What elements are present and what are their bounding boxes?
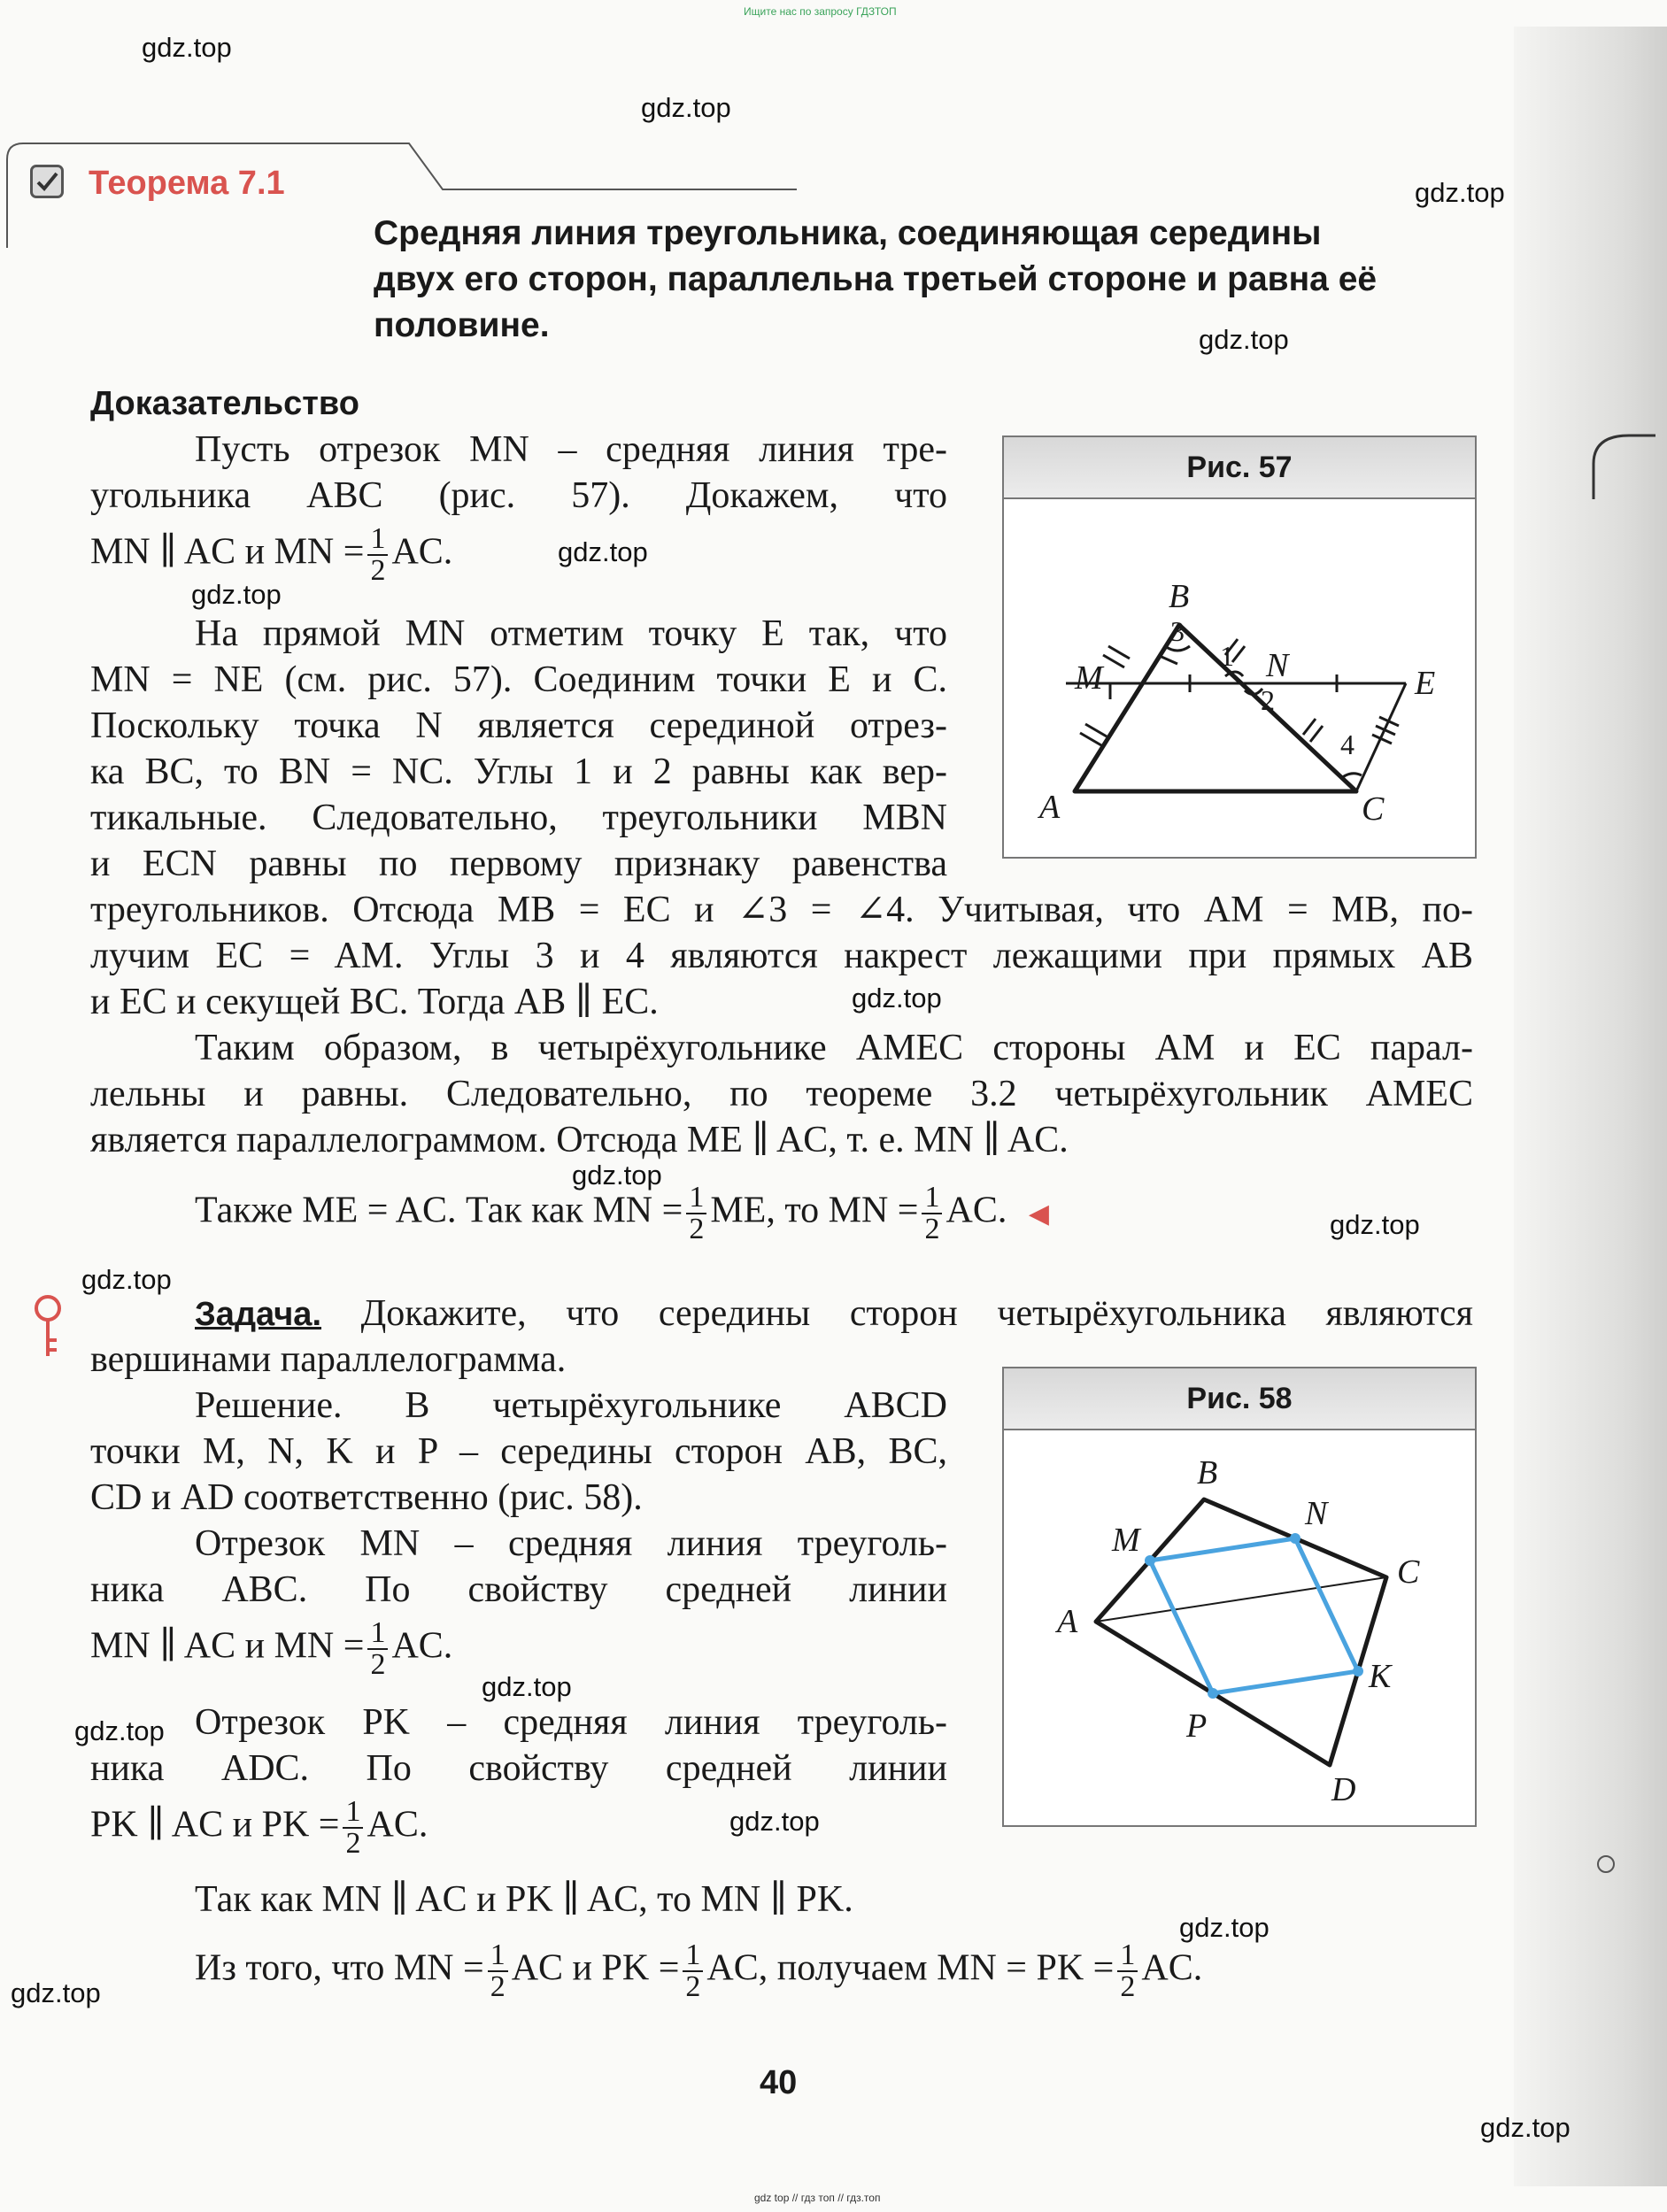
label-e: E bbox=[1415, 665, 1436, 702]
watermark: gdz.top bbox=[641, 92, 731, 123]
fraction bbox=[343, 1797, 363, 1859]
proof-equation bbox=[90, 524, 452, 586]
solution-text: AC. bbox=[391, 1625, 453, 1667]
watermark: gdz.top bbox=[81, 1264, 172, 1295]
proof-text-line: Таким образом, в четырёхугольнике AMEC стороны AM и EC парал- bbox=[195, 1028, 1473, 1068]
tick-am bbox=[1080, 733, 1101, 745]
fraction bbox=[1117, 1940, 1138, 2002]
theorem-line: двух его сторон, параллельна третьей стороне и равна её bbox=[374, 260, 1378, 298]
proof-text-line: и EC и секущей BC. Тогда AB ∥ EC. bbox=[90, 982, 659, 1022]
tick-am bbox=[1085, 724, 1107, 736]
watermark: gdz.top bbox=[191, 579, 282, 610]
solution-text: MN ∥ AC и MN = bbox=[90, 1625, 365, 1667]
fraction-denominator: 2 bbox=[370, 1648, 386, 1681]
label-k: K bbox=[1369, 1658, 1392, 1695]
proof-text: ME, то MN = bbox=[710, 1190, 919, 1231]
edge-circle-mark bbox=[1597, 1855, 1615, 1873]
task-text: Докажите, что середины сторон четырёхугольника являются bbox=[360, 1293, 1473, 1334]
fraction-numerator: 1 bbox=[922, 1183, 942, 1214]
tick-bm bbox=[1108, 646, 1130, 659]
theorem-line: половине. bbox=[374, 306, 550, 344]
point-k bbox=[1353, 1666, 1363, 1676]
watermark: gdz.top bbox=[1480, 2112, 1571, 2143]
theorem-title: Теорема 7.1 bbox=[89, 165, 285, 202]
watermark: gdz.top bbox=[1330, 1209, 1420, 1240]
proof-equation bbox=[195, 1183, 1049, 1245]
tick-bm-3 bbox=[1161, 657, 1177, 664]
proof-text-line: является параллелограммом. Отсюда ME ∥ AC, т. е. MN ∥ AC. bbox=[90, 1120, 1069, 1160]
solution-line: ника ADC. По свойству средней линии bbox=[90, 1748, 947, 1789]
solution-line: CD и AD соответственно (рис. 58). bbox=[90, 1477, 643, 1518]
watermark: gdz.top bbox=[729, 1806, 820, 1837]
fraction-denominator: 2 bbox=[345, 1827, 361, 1860]
fraction-denominator: 2 bbox=[1120, 1970, 1136, 2003]
label-a: A bbox=[1057, 1603, 1078, 1640]
label-angle-4: 4 bbox=[1340, 728, 1354, 760]
solution-text: PK ∥ AC и PK = bbox=[90, 1804, 340, 1846]
figure-57-drawing bbox=[1004, 499, 1475, 857]
tick-bn bbox=[1232, 646, 1245, 662]
tick-bm bbox=[1103, 655, 1124, 667]
fraction-numerator: 1 bbox=[367, 1618, 388, 1650]
figure-58-title: Рис. 58 bbox=[1004, 1368, 1475, 1430]
figure-57 bbox=[1002, 435, 1477, 859]
point-m bbox=[1145, 1555, 1155, 1566]
label-m: M bbox=[1075, 659, 1103, 697]
fraction-denominator: 2 bbox=[924, 1213, 940, 1245]
label-n: N bbox=[1266, 647, 1289, 684]
proof-text-line: Пусть отрезок MN – средняя линия тре- bbox=[195, 429, 947, 470]
proof-text-line: треугольников. Отсюда MB = EC и ∠3 = ∠4. Учитывая, что AM = MB, по- bbox=[90, 890, 1473, 930]
solution-line: ника ABC. По свойству средней линии bbox=[90, 1569, 947, 1610]
label-c: C bbox=[1397, 1553, 1420, 1591]
solution-line: Решение. В четырёхугольнике ABCD bbox=[195, 1385, 947, 1426]
task-statement-line bbox=[195, 1291, 1473, 1337]
fraction bbox=[367, 1618, 388, 1680]
end-of-proof-icon: ◀ bbox=[1028, 1198, 1049, 1229]
fraction-numerator: 1 bbox=[683, 1940, 703, 1972]
fraction-numerator: 1 bbox=[686, 1183, 706, 1214]
proof-text-line: На прямой MN отметим точку E так, что bbox=[195, 613, 947, 654]
page-edge-shadow bbox=[1514, 27, 1667, 2186]
fraction bbox=[922, 1183, 942, 1245]
watermark: gdz.top bbox=[482, 1671, 572, 1702]
label-angle-1: 1 bbox=[1220, 640, 1234, 672]
label-p: P bbox=[1186, 1707, 1208, 1745]
watermark: gdz.top bbox=[572, 1160, 662, 1191]
task-label: Задача. bbox=[195, 1296, 322, 1333]
watermark: gdz.top bbox=[1179, 1912, 1270, 1943]
task-statement-line: вершинами параллелограмма. bbox=[90, 1339, 567, 1380]
fraction bbox=[683, 1940, 703, 2002]
watermark: gdz.top bbox=[142, 32, 232, 63]
solution-text: Из того, что MN = bbox=[195, 1947, 484, 1989]
watermark: gdz.top bbox=[852, 983, 942, 1014]
figure-58-drawing bbox=[1004, 1430, 1475, 1825]
fraction bbox=[488, 1940, 508, 2002]
figure-58 bbox=[1002, 1367, 1477, 1827]
solution-line: Отрезок PK – средняя линия треуголь- bbox=[195, 1702, 947, 1743]
label-angle-2: 2 bbox=[1261, 684, 1275, 716]
solution-equation bbox=[195, 1940, 1202, 2002]
angle-4-arc bbox=[1340, 774, 1362, 779]
point-p bbox=[1208, 1688, 1218, 1699]
proof-text: MN ∥ AC и MN = bbox=[90, 531, 365, 573]
fraction-denominator: 2 bbox=[370, 554, 386, 587]
label-angle-3: 3 bbox=[1170, 615, 1185, 647]
solution-text: AC. bbox=[1141, 1947, 1203, 1989]
fraction-numerator: 1 bbox=[367, 524, 388, 556]
solution-line: Отрезок MN – средняя линия треуголь- bbox=[195, 1523, 947, 1564]
solution-line: Так как MN ∥ AC и PK ∥ AC, то MN ∥ PK. bbox=[195, 1879, 853, 1920]
proof-text-line: и ECN равны по первому признаку равенства bbox=[90, 844, 947, 884]
label-b: B bbox=[1197, 1454, 1218, 1491]
diagonal-ac bbox=[1096, 1577, 1386, 1622]
label-c: C bbox=[1362, 790, 1385, 828]
fraction-denominator: 2 bbox=[490, 1970, 506, 2003]
page-number: 40 bbox=[760, 2064, 798, 2101]
solution-equation bbox=[90, 1797, 428, 1859]
parallelogram-mnkp bbox=[1150, 1538, 1358, 1693]
proof-text-line: MN = NE (см. рис. 57). Соединим точки E и C. bbox=[90, 659, 947, 700]
proof-heading: Доказательство bbox=[90, 385, 359, 422]
watermark: gdz.top bbox=[558, 536, 648, 567]
theorem-check-icon bbox=[30, 165, 64, 198]
watermark: gdz.top bbox=[1199, 324, 1289, 355]
proof-text-line: ка BC, то BN = NC. Углы 1 и 2 равны как вер- bbox=[90, 751, 947, 792]
proof-text: Также ME = AC. Так как MN = bbox=[195, 1190, 683, 1231]
solution-equation bbox=[90, 1618, 452, 1680]
fraction-numerator: 1 bbox=[488, 1940, 508, 1972]
proof-text: AC. bbox=[391, 531, 453, 573]
header-note[interactable]: Ищите нас по запросу ГДЗТОП bbox=[744, 5, 897, 18]
proof-text-line: тикальные. Следовательно, треугольники MBN bbox=[90, 798, 947, 838]
theorem-line: Средняя линия треугольника, соединяющая середины bbox=[374, 214, 1322, 252]
label-d: D bbox=[1331, 1771, 1356, 1808]
watermark: gdz.top bbox=[74, 1715, 165, 1746]
point-n bbox=[1290, 1533, 1300, 1544]
edge-arc-decoration bbox=[1558, 428, 1655, 508]
proof-text: AC. bbox=[945, 1190, 1007, 1231]
label-m: M bbox=[1112, 1522, 1140, 1559]
fraction-denominator: 2 bbox=[685, 1970, 701, 2003]
solution-text: AC. bbox=[367, 1804, 428, 1846]
fraction bbox=[686, 1183, 706, 1245]
fraction-numerator: 1 bbox=[343, 1797, 363, 1829]
tick-nc bbox=[1310, 726, 1323, 742]
fraction bbox=[367, 524, 388, 586]
proof-text-line: Поскольку точка N является серединой отрез- bbox=[90, 705, 947, 746]
solution-text: AC, получаем MN = PK = bbox=[706, 1947, 1115, 1989]
fraction-denominator: 2 bbox=[689, 1213, 705, 1245]
proof-text-line: лучим EC = AM. Углы 3 и 4 являются накрест лежащими при прямых AB bbox=[90, 936, 1473, 976]
tick-nc bbox=[1303, 719, 1316, 735]
label-a: A bbox=[1039, 789, 1061, 826]
label-n: N bbox=[1305, 1495, 1328, 1532]
watermark: gdz.top bbox=[1415, 177, 1505, 208]
key-icon bbox=[30, 1294, 66, 1360]
proof-text-line: лельны и равны. Следовательно, по теореме 3.2 четырёхугольник AMEC bbox=[90, 1074, 1473, 1114]
figure-57-title: Рис. 57 bbox=[1004, 437, 1475, 499]
fraction-numerator: 1 bbox=[1117, 1940, 1138, 1972]
solution-text: AC и PK = bbox=[511, 1947, 680, 1989]
footer-note: gdz top // гдз топ // гдз.топ bbox=[754, 2192, 881, 2204]
label-b: B bbox=[1169, 578, 1190, 615]
proof-text-line: угольника ABC (рис. 57). Докажем, что bbox=[90, 475, 947, 516]
solution-line: точки M, N, K и P – середины сторон AB, BC, bbox=[90, 1431, 947, 1472]
watermark: gdz.top bbox=[11, 1977, 101, 2008]
